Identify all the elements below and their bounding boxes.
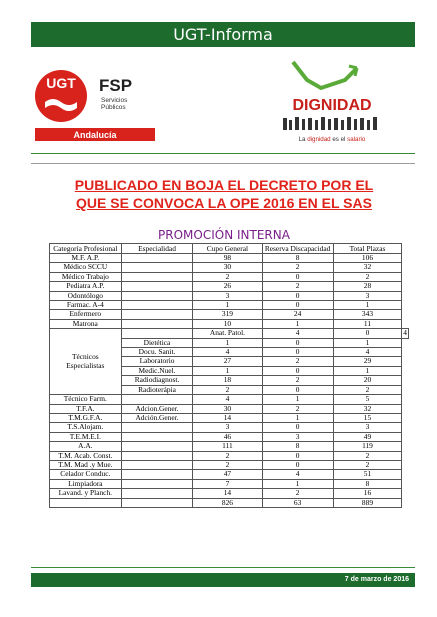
cell-cat: T.M. Mad .y Mue. — [50, 460, 122, 469]
cell-esp — [121, 432, 193, 441]
cell-cat: T.S.Alojam. — [50, 423, 122, 432]
cell-cat: A.A. — [50, 442, 122, 451]
cell-esp — [121, 395, 193, 404]
cell-cupo: 2 — [193, 451, 262, 460]
cell-esp — [121, 291, 193, 300]
table-row — [50, 263, 409, 272]
cell-tot: 11 — [333, 319, 402, 328]
cell-tot: 15 — [333, 413, 402, 422]
cell-esp — [121, 442, 193, 451]
cell-tot: 8 — [333, 479, 402, 488]
cell-cupo: 2 — [193, 385, 262, 394]
cell-esp: Medic.Nuel. — [121, 366, 193, 375]
table-row — [50, 413, 409, 422]
cell-esp — [121, 272, 193, 281]
cell-tot: 3 — [333, 423, 402, 432]
cell-cat: T.M. Acab. Const. — [50, 451, 122, 460]
col-header-reserva: Reserva Discapacidad — [262, 244, 333, 254]
cell-res: 2 — [262, 489, 333, 498]
cell-cupo: 26 — [193, 282, 262, 291]
cell-cat: T.F.A. — [50, 404, 122, 413]
cell-tot: 29 — [333, 357, 402, 366]
table-row — [50, 442, 409, 451]
cell-cat: T.E.M.E.I. — [50, 432, 122, 441]
svg-text:Públicos: Públicos — [101, 104, 126, 111]
cell-res: 0 — [262, 348, 333, 357]
cell-tot: 4 — [403, 328, 407, 338]
headline-line-1: PUBLICADO EN BOJA EL DECRETO POR EL — [74, 177, 374, 193]
cell-esp — [121, 489, 193, 498]
cell-group-tecnicos: Técnicos Especialistas — [50, 329, 122, 395]
svg-text:UGT: UGT — [46, 75, 76, 91]
cell-tot: 2 — [333, 460, 402, 469]
cell-tot: 1 — [333, 366, 402, 375]
dignidad-logo — [275, 58, 390, 146]
cell-tot: 49 — [333, 432, 402, 441]
cell-cupo: 18 — [193, 376, 262, 385]
table-row — [50, 310, 409, 319]
cell-tot: 16 — [333, 489, 402, 498]
table-header-row — [50, 244, 409, 254]
cell-res: 8 — [262, 442, 333, 451]
footer-date: 7 de marzo de 2016 — [344, 576, 409, 583]
cell-cupo: 14 — [193, 489, 262, 498]
cell-cupo: 111 — [193, 442, 262, 451]
table-row — [50, 395, 409, 404]
cell-cupo: 1 — [193, 338, 262, 347]
cell-res: 0 — [262, 451, 333, 460]
cell-tot: 3 — [333, 291, 402, 300]
divider — [31, 153, 415, 154]
cell-res: 0 — [262, 291, 333, 300]
cell-cat: Celador Conduc. — [50, 470, 122, 479]
cell-tot: 1 — [333, 338, 402, 347]
cell-res: 1 — [262, 479, 333, 488]
cell-esp — [121, 498, 193, 507]
cell-res: 0 — [262, 272, 333, 281]
cell-tot: 343 — [333, 310, 402, 319]
cell-cupo: 1 — [193, 301, 262, 310]
headline-line-2: QUE SE CONVOCA LA OPE 2016 EN EL SAS — [76, 195, 372, 211]
cell-cupo: 98 — [193, 254, 262, 263]
cell-res: 2 — [262, 404, 333, 413]
table-row — [50, 489, 409, 498]
cell-cupo: 4 — [262, 329, 333, 338]
divider — [31, 567, 415, 568]
col-header-total: Total Plazas — [333, 244, 402, 254]
table-row — [50, 498, 409, 507]
cell-esp: Docu. Sanit. — [121, 348, 193, 357]
cell-res: 1 — [262, 395, 333, 404]
cell-esp — [121, 451, 193, 460]
cell-cat: Limpiadora — [50, 479, 122, 488]
cell-esp: Adción.Gener. — [121, 413, 193, 422]
cell-cat: Enfermero — [50, 310, 122, 319]
cell-res: 3 — [262, 432, 333, 441]
cell-cat: Médico SCCU — [50, 263, 122, 272]
cell-res: 0 — [262, 366, 333, 375]
table-row — [50, 404, 409, 413]
svg-text:DIGNIDAD: DIGNIDAD — [292, 97, 372, 114]
svg-text:Andalucía: Andalucía — [73, 130, 117, 140]
cell-tot: 2 — [333, 272, 402, 281]
cell-res: 2 — [262, 282, 333, 291]
cell-cat: Matrona — [50, 319, 122, 328]
cell-tot: 106 — [333, 254, 402, 263]
cell-cupo: 4 — [193, 395, 262, 404]
cell-cupo: 319 — [193, 310, 262, 319]
cell-esp — [121, 479, 193, 488]
cell-esp: Radiodiagnost. — [121, 376, 193, 385]
cell-tot: 4 — [333, 348, 402, 357]
cell-cat: Médico Trabajo — [50, 272, 122, 281]
cell-cupo: 1 — [193, 366, 262, 375]
headline — [36, 176, 412, 212]
cell-cat: Lavand. y Planch. — [50, 489, 122, 498]
cell-cat: Técnico Farm. — [50, 395, 122, 404]
cell-cupo: 3 — [193, 423, 262, 432]
cell-esp: Laboratorio — [121, 357, 193, 366]
header-title: UGT-Informa — [173, 25, 273, 44]
cell-tot: 119 — [333, 442, 402, 451]
cell-res: 0 — [333, 329, 402, 338]
cell-esp — [121, 263, 193, 272]
cell-esp — [121, 310, 193, 319]
cell-cat: Odontólogo — [50, 291, 122, 300]
cell-tot: 1 — [333, 301, 402, 310]
svg-text:Servicios: Servicios — [101, 97, 128, 104]
cell-tot: 2 — [333, 451, 402, 460]
cell-esp: Adcion.Gener. — [121, 404, 193, 413]
col-header-especialidad: Especialidad — [121, 244, 193, 254]
cell-res: 63 — [262, 498, 333, 507]
divider — [31, 163, 415, 164]
plazas-table — [49, 243, 409, 508]
cell-cat: Pediatra A.P. — [50, 282, 122, 291]
cell-res: 2 — [262, 357, 333, 366]
cell-res: 2 — [262, 376, 333, 385]
cell-tot: 20 — [333, 376, 402, 385]
cell-res: 24 — [262, 310, 333, 319]
cell-esp — [121, 470, 193, 479]
cell-esp — [121, 254, 193, 263]
cell-cupo: 10 — [193, 319, 262, 328]
cell-cupo: 46 — [193, 432, 262, 441]
cell-esp — [121, 319, 193, 328]
cell-cat: Farmac. A-4 — [50, 301, 122, 310]
table-row — [50, 282, 409, 291]
cell-esp — [121, 423, 193, 432]
cell-res: 8 — [262, 254, 333, 263]
cell-res: 0 — [262, 423, 333, 432]
cell-res: 0 — [262, 301, 333, 310]
cell-res: 0 — [262, 385, 333, 394]
cell-tot: 32 — [333, 263, 402, 272]
cell-tot: 2 — [333, 385, 402, 394]
table-body — [50, 254, 409, 508]
cell-cat — [121, 329, 193, 338]
cell-cupo: 7 — [193, 479, 262, 488]
cell-res: 1 — [262, 413, 333, 422]
cell-cat: M.F. A.P. — [50, 254, 122, 263]
cell-cupo: 3 — [193, 291, 262, 300]
cell-res: 4 — [262, 470, 333, 479]
table-row — [50, 423, 409, 432]
cell-res: 0 — [262, 460, 333, 469]
cell-tot: 32 — [333, 404, 402, 413]
cell-cupo: 14 — [193, 413, 262, 422]
cell-cupo: 30 — [193, 263, 262, 272]
cell-cupo: 30 — [193, 404, 262, 413]
cell-esp: Dietética — [121, 338, 193, 347]
cell-cupo: 2 — [193, 460, 262, 469]
svg-text:La dignidad es el salario: La dignidad es el salario — [298, 136, 366, 143]
cell-tot: 5 — [333, 395, 402, 404]
cell-esp: Radioterápia — [121, 385, 193, 394]
footer-bar — [31, 573, 415, 587]
section-subtitle: PROMOCIÓN INTERNA — [158, 228, 290, 242]
cell-tot: 889 — [333, 498, 402, 507]
col-header-categoria: Categoría Profesional — [50, 244, 122, 254]
cell-esp — [121, 301, 193, 310]
cell-cat: T.M.G.F.A. — [50, 413, 122, 422]
cell-cupo: 2 — [193, 272, 262, 281]
table-row — [50, 470, 409, 479]
col-header-cupo: Cupo General — [193, 244, 262, 254]
cell-cat — [50, 498, 122, 507]
cell-tot: 51 — [333, 470, 402, 479]
header-banner — [31, 22, 415, 47]
cell-cupo: 4 — [193, 348, 262, 357]
cell-esp: Anat. Patol. — [193, 329, 262, 338]
cell-cupo: 47 — [193, 470, 262, 479]
ugt-fsp-logo — [33, 58, 158, 146]
svg-text:FSP: FSP — [99, 76, 133, 95]
cell-cupo: 826 — [193, 498, 262, 507]
cell-res: 2 — [262, 263, 333, 272]
cell-esp — [121, 460, 193, 469]
table-row — [50, 329, 409, 338]
cell-res: 0 — [262, 338, 333, 347]
cell-esp — [121, 282, 193, 291]
cell-tot: 28 — [333, 282, 402, 291]
cell-res: 1 — [262, 319, 333, 328]
cell-cupo: 27 — [193, 357, 262, 366]
